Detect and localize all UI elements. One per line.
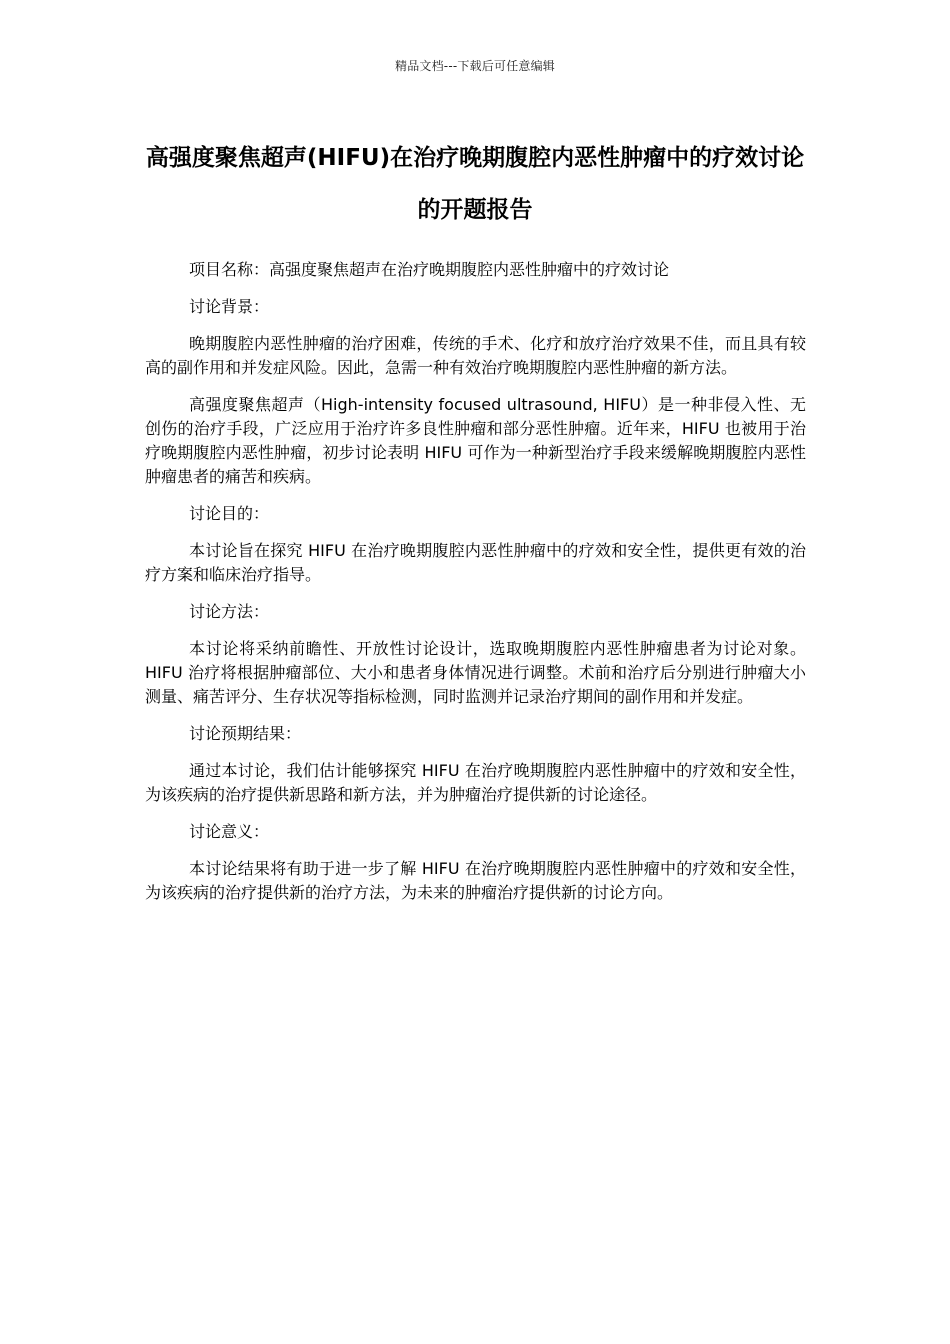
background-paragraph-1: 晚期腹腔内恶性肿瘤的治疗困难，传统的手术、化疗和放疗治疗效果不佳，而且具有较高的副作用和并发症风险。因此，急需一种有效治疗晚期腹腔内恶性肿瘤的新方法。 [145, 334, 806, 377]
document-body [145, 258, 806, 918]
significance-paragraph: 本讨论结果将有助于进一步了解 HIFU 在治疗晚期腹腔内恶性肿瘤中的疗效和安全性，为该疾病的治疗提供新的治疗方法，为未来的肿瘤治疗提供新的讨论方向。 [145, 859, 806, 902]
section-heading-method: 讨论方法： [189, 602, 270, 621]
background-paragraph-2: 高强度聚焦超声（High-intensity focused ultrasound, HIFU）是一种非侵入性、无创伤的治疗手段，广泛应用于治疗许多良性肿瘤和部分恶性肿瘤。近年来，HIFU 也被用于治疗晚期腹腔内恶性肿瘤，初步讨论表明 HIFU 可作为一种新型治疗手段来缓解晚期腹腔内恶性肿瘤患者的痛苦和疾病。 [145, 395, 806, 486]
section-heading-expected-results: 讨论预期结果： [189, 724, 302, 743]
expected-results-paragraph: 通过本讨论，我们估计能够探究 HIFU 在治疗晚期腹腔内恶性肿瘤中的疗效和安全性，为该疾病的治疗提供新思路和新方法，并为肿瘤治疗提供新的讨论途径。 [145, 761, 806, 804]
section-heading-purpose: 讨论目的： [189, 504, 270, 523]
header-note: 精品文档---下载后可任意编辑 [395, 59, 555, 73]
section-heading-significance: 讨论意义： [189, 822, 270, 841]
section-heading-background: 讨论背景： [189, 297, 270, 316]
document-title: 高强度聚焦超声(HIFU)在治疗晚期腹腔内恶性肿瘤中的疗效讨论的开题报告 [145, 145, 805, 223]
method-paragraph: 本讨论将采纳前瞻性、开放性讨论设计，选取晚期腹腔内恶性肿瘤患者为讨论对象。HIFU 治疗将根据肿瘤部位、大小和患者身体情况进行调整。术前和治疗后分别进行肿瘤大小测量、痛苦评分、生存状况等指标检测，同时监测并记录治疗期间的副作用和并发症。 [145, 639, 806, 706]
purpose-paragraph: 本讨论旨在探究 HIFU 在治疗晚期腹腔内恶性肿瘤中的疗效和安全性，提供更有效的治疗方案和临床治疗指导。 [145, 541, 806, 584]
project-name-line: 项目名称：高强度聚焦超声在治疗晚期腹腔内恶性肿瘤中的疗效讨论 [189, 260, 670, 279]
